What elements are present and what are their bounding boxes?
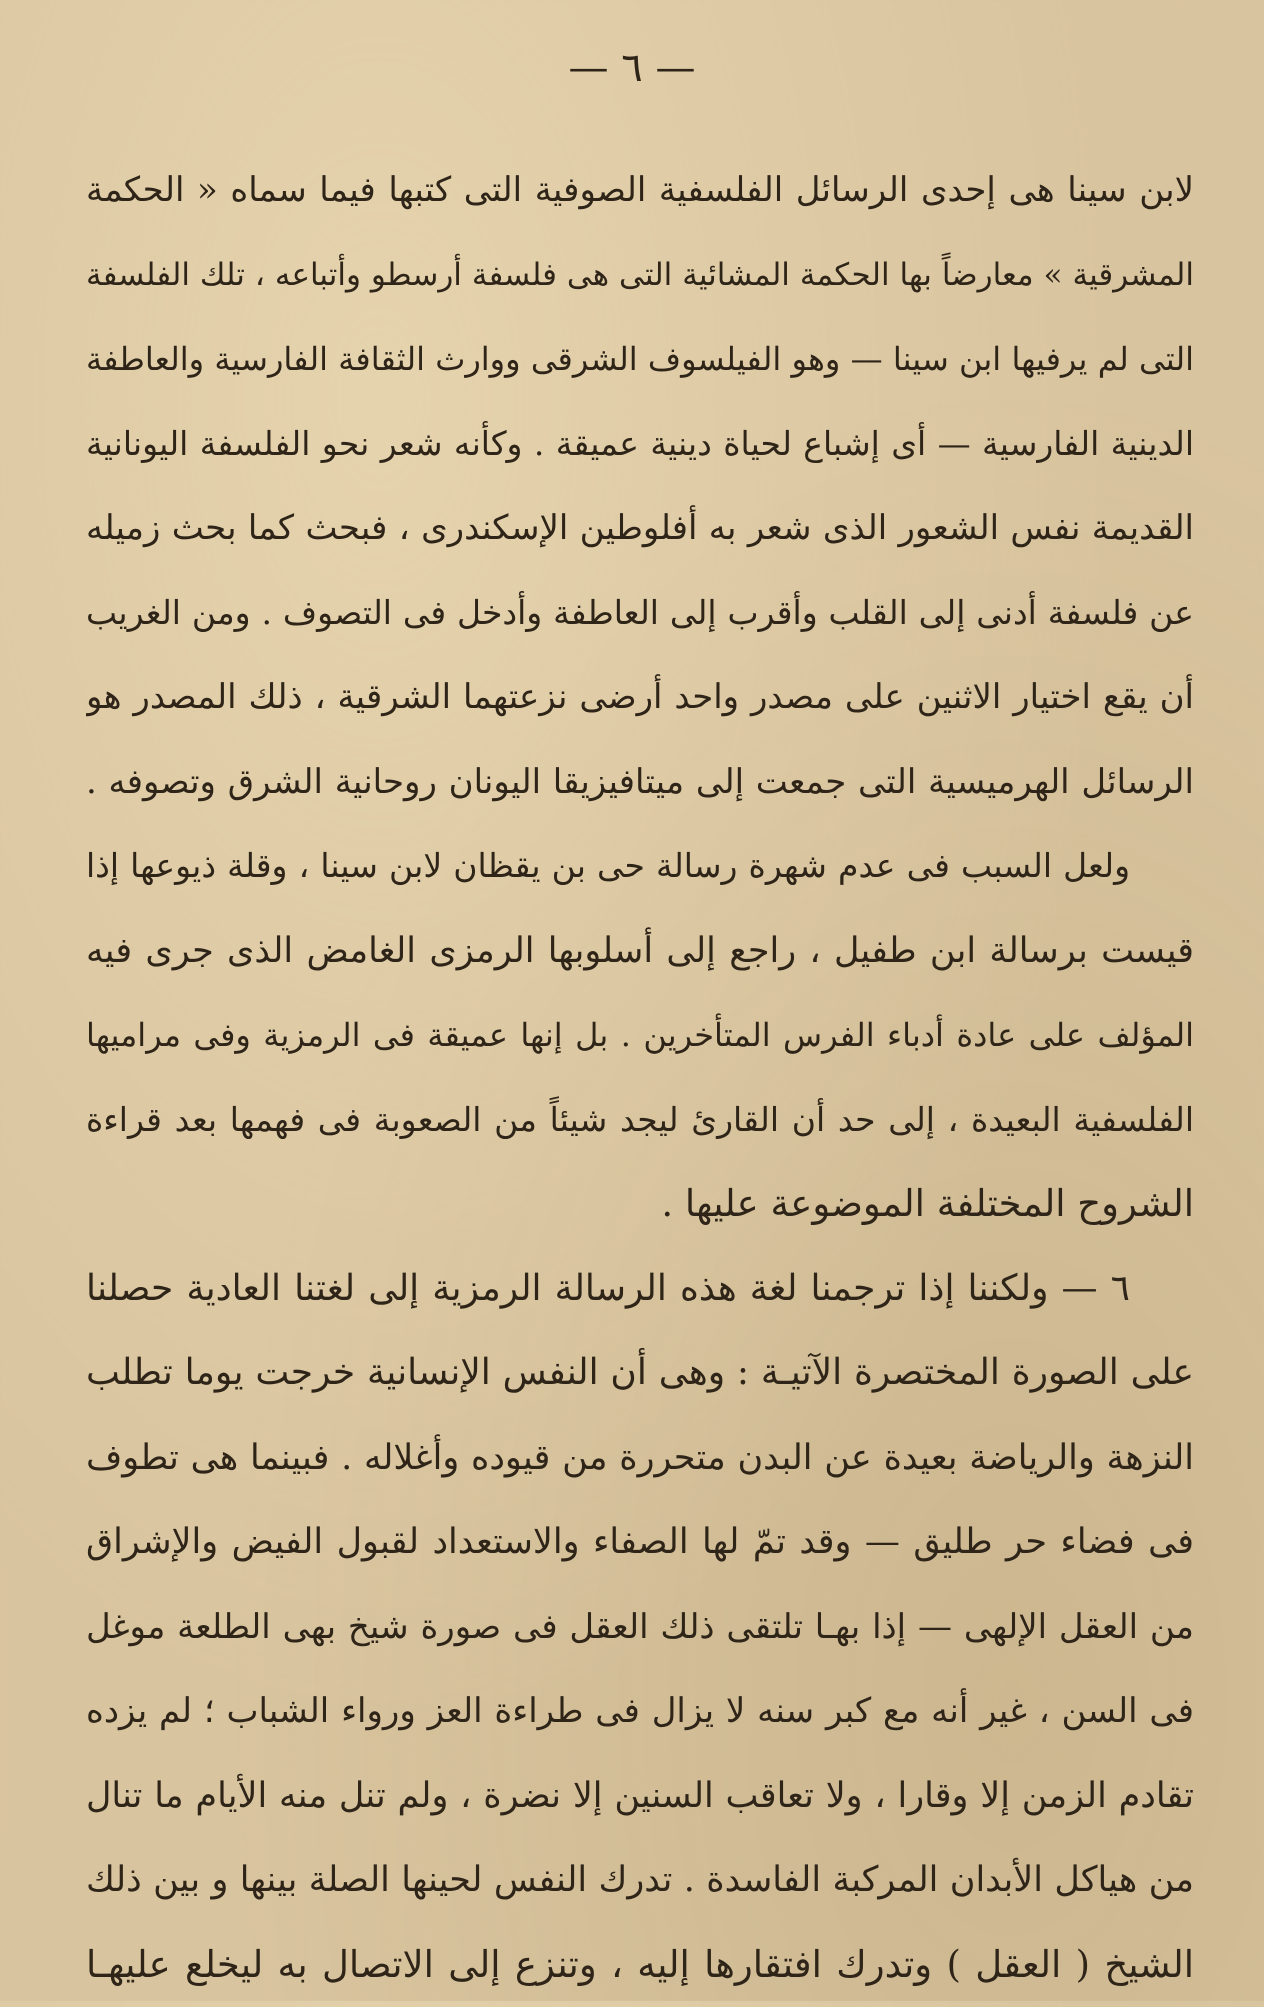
text-line: ٦ — ولكننا إذا ترجمنا لغة هذه الرسالة الرمزية إلى لغتنا العادية حصلنا — [86, 1247, 1194, 1332]
text-line: المشرقية » معارضاً بها الحكمة المشائية التى هى فلسفة أرسطو وأتباعه ، تلك الفلسفة — [86, 233, 1194, 318]
text-line: على الصورة المختصرة الآتيـة : وهى أن النفس الإنسانية خرجت يوما تطلب — [86, 1331, 1194, 1416]
text-line: عن فلسفة أدنى إلى القلب وأقرب إلى العاطفة وأدخل فى التصوف . ومن الغريب — [86, 571, 1194, 656]
text-line: فى فضاء حر طليق — وقد تمّ لها الصفاء والاستعداد لقبول الفيض والإشراق — [86, 1500, 1194, 1585]
text-line: من هياكل الأبدان المركبة الفاسدة . تدرك النفس لحينها الصلة بينها و بين ذلك — [86, 1838, 1194, 1923]
text-line: المؤلف على عادة أدباء الفرس المتأخرين . بل إنها عميقة فى الرمزية وفى مراميها — [86, 993, 1194, 1078]
text-line: قيست برسالة ابن طفيل ، راجع إلى أسلوبها الرمزى الغامض الذى جرى فيه — [86, 909, 1194, 994]
text-line: الشروح المختلفة الموضوعة عليها . — [86, 1162, 1194, 1247]
text-line: من العقل الإلهى — إذا بهـا تلتقى ذلك العقل فى صورة شيخ بهى الطلعة موغل — [86, 1585, 1194, 1670]
text-line: النزهة والرياضة بعيدة عن البدن متحررة من قيوده وأغلاله . فبينما هى تطوف — [86, 1416, 1194, 1501]
text-line: الفلسفية البعيدة ، إلى حد أن القارئ ليجد شيئاً من الصعوبة فى فهمها بعد قراءة — [86, 1078, 1194, 1163]
text-line: الشيخ ( العقل ) وتدرك افتقارها إليه ، وتنزع إلى الاتصال به ليخلع عليهـا — [86, 1923, 1194, 2007]
text-line: الرسائل الهرميسية التى جمعت إلى ميتافيزيقا اليونان روحانية الشرق وتصوفه . — [86, 740, 1194, 825]
text-line: تقادم الزمن إلا وقارا ، ولا تعاقب السنين إلا نضرة ، ولم تنل منه الأيام ما تنال — [86, 1754, 1194, 1839]
text-line: الدينية الفارسية — أى إشباع لحياة دينية عميقة . وكأنه شعر نحو الفلسفة اليونانية — [86, 402, 1194, 487]
text-line: فى السن ، غير أنه مع كبر سنه لا يزال فى طراءة العز ورواء الشباب ؛ لم يزده — [86, 1669, 1194, 1754]
text-line: القديمة نفس الشعور الذى شعر به أفلوطين الإسكندرى ، فبحث كما بحث زميله — [86, 486, 1194, 571]
page-number: — ٦ — — [0, 44, 1264, 92]
text-line: التى لم يرفيها ابن سينا — وهو الفيلسوف الشرقى ووارث الثقافة الفارسية والعاطفة — [86, 317, 1194, 402]
text-line: لابن سينا هى إحدى الرسائل الفلسفية الصوفية التى كتبها فيما سماه « الحكمة — [86, 148, 1194, 233]
text-line: أن يقع اختيار الاثنين على مصدر واحد أرضى نزعتهما الشرقية ، ذلك المصدر هو — [86, 655, 1194, 740]
body-text — [86, 148, 1194, 2007]
text-line: ولعل السبب فى عدم شهرة رسالة حى بن يقظان لابن سينا ، وقلة ذيوعها إذا — [86, 824, 1194, 909]
